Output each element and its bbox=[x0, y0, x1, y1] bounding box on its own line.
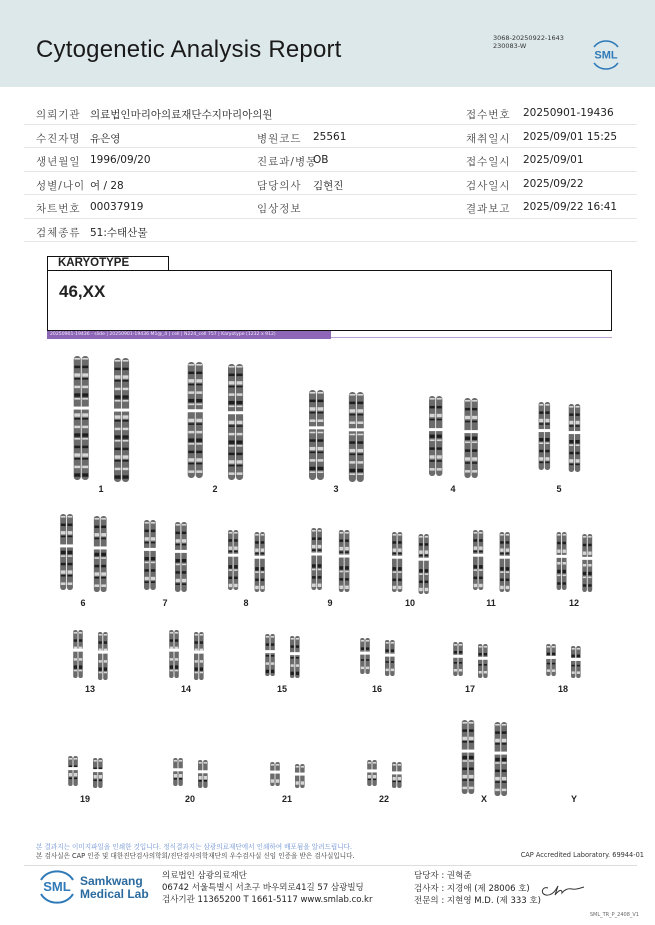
chromosome-label: X bbox=[480, 794, 488, 804]
chromosome-label: 18 bbox=[557, 684, 569, 694]
info-value: 2025/09/22 bbox=[523, 177, 584, 190]
chromosome-pair-4 bbox=[429, 396, 479, 478]
sml-logo-text: SML bbox=[594, 49, 618, 62]
chromosome-pair-8 bbox=[228, 530, 266, 592]
foundation-info bbox=[162, 870, 372, 906]
info-label: 검체종류 bbox=[36, 226, 81, 239]
brand-line2: Medical Lab bbox=[80, 887, 149, 901]
info-row bbox=[24, 172, 637, 196]
chromosome-pair-21 bbox=[270, 762, 305, 788]
chromosome-pair-18 bbox=[546, 644, 581, 678]
chromosome-pair-11 bbox=[473, 530, 511, 592]
info-row bbox=[24, 195, 637, 219]
chromosome-label: 21 bbox=[281, 794, 293, 804]
karyogram-image bbox=[0, 342, 655, 822]
chromosome-pair-19 bbox=[68, 756, 103, 788]
info-label: 성별/나이 bbox=[36, 179, 86, 192]
info-value: 여 / 28 bbox=[90, 179, 124, 192]
info-value: 유은영 bbox=[90, 132, 121, 145]
chromosome-label: 13 bbox=[84, 684, 96, 694]
chromosome-label: 1 bbox=[98, 484, 104, 494]
brand-line1: Samkwang bbox=[80, 874, 143, 888]
foundation-contact: 검사기관 11365200 T 1661-5117 www.smlab.co.kr bbox=[162, 895, 373, 905]
chromosome-label: 6 bbox=[80, 598, 86, 608]
chromosome-pair-10 bbox=[392, 532, 430, 594]
staff-specialist: 전문의 : 지현영 M.D. (제 333 호) bbox=[414, 896, 541, 906]
footer-note-print: 본 결과지는 이미지파일을 인쇄한 것입니다. 정식결과지는 삼광의료재단에서 인쇄하여 배포됨을 알려드립니다. bbox=[36, 843, 353, 851]
karyotype-result-box bbox=[47, 270, 612, 331]
info-row bbox=[24, 125, 637, 149]
chromosome-pair-12 bbox=[556, 532, 593, 592]
chromosome-label: 14 bbox=[180, 684, 192, 694]
foundation-address: 06742 서울특별시 서초구 바우뫼로41길 57 삼광빌딩 bbox=[162, 883, 364, 893]
staff-tester: 검사자 : 지경애 (제 28006 호) bbox=[414, 883, 530, 894]
chromosome-label: 2 bbox=[212, 484, 218, 494]
document-id bbox=[493, 34, 564, 50]
chromosome-label: 3 bbox=[333, 484, 339, 494]
chromosome-label: 17 bbox=[464, 684, 476, 694]
info-value: 51:수태산물 bbox=[90, 226, 148, 239]
info-label: 결과보고 bbox=[466, 203, 511, 215]
info-label: 수진자명 bbox=[36, 132, 81, 145]
chromosome-label: Y bbox=[570, 794, 578, 804]
chromosome-label: 20 bbox=[184, 794, 196, 804]
staff-manager: 담당자 : 권혁준 bbox=[414, 871, 472, 881]
info-label: 검사일시 bbox=[466, 179, 511, 192]
info-value: 00037919 bbox=[90, 201, 144, 213]
chromosome-label: 15 bbox=[276, 684, 288, 694]
signature-image bbox=[538, 880, 586, 898]
info-label: 진료과/병동 bbox=[257, 156, 318, 168]
chromosome-pair-9 bbox=[311, 528, 350, 592]
chromosome-label: 22 bbox=[378, 794, 390, 804]
chromosome-label: 7 bbox=[162, 598, 168, 608]
sml-logo bbox=[588, 37, 624, 73]
sml-footer-logo bbox=[36, 868, 78, 906]
chromosome-pair-7 bbox=[144, 520, 188, 592]
karyotype-result: 46,XX bbox=[59, 282, 106, 301]
cap-accreditation: CAP Accredited Laboratory. 69944-01 bbox=[520, 851, 644, 859]
info-label: 임상정보 bbox=[257, 203, 302, 215]
info-label: 채취일시 bbox=[466, 132, 511, 145]
footer-note-accreditation: 본 검사실은 CAP 인증 및 대한진단검사의학회/진단검사의학재단의 우수검사실 신임 인증을 받은 검사실입니다. bbox=[36, 851, 355, 860]
chromosome-pair-1 bbox=[73, 356, 129, 482]
document-id-line1: 3068-20250922-1643 bbox=[493, 34, 564, 42]
chromosome-pair-5 bbox=[538, 402, 581, 472]
chromosome-pair-x bbox=[461, 720, 507, 796]
footer-notes bbox=[36, 843, 355, 860]
chromosome-label: 8 bbox=[243, 598, 249, 608]
info-value: 2025/09/01 15:25 bbox=[523, 130, 618, 143]
info-label: 생년월일 bbox=[36, 156, 81, 168]
info-value: 20250901-19436 bbox=[523, 107, 614, 119]
info-label: 병원코드 bbox=[257, 132, 302, 145]
brand-name bbox=[80, 875, 149, 901]
info-value: 1996/09/20 bbox=[90, 154, 151, 166]
info-label: 담당의사 bbox=[257, 179, 302, 192]
info-row bbox=[24, 219, 637, 243]
info-label: 접수일시 bbox=[466, 156, 511, 168]
info-row bbox=[24, 101, 637, 125]
form-code: SML_TR_P_2408_V1 bbox=[589, 912, 639, 918]
sml-footer-logo-text: SML bbox=[43, 879, 71, 894]
patient-info-table bbox=[24, 101, 637, 242]
info-label: 접수번호 bbox=[466, 109, 511, 121]
info-label: 의뢰기관 bbox=[36, 109, 81, 121]
karyotype-tab-label: KARYOTYPE bbox=[47, 256, 169, 271]
chromosome-pair-3 bbox=[309, 390, 365, 482]
chromosome-label: 10 bbox=[404, 598, 416, 608]
chromosome-pair-6 bbox=[60, 514, 107, 592]
chromosome-pair-22 bbox=[367, 760, 402, 788]
report-header bbox=[0, 0, 655, 87]
document-id-line2: 230083-W bbox=[493, 42, 527, 50]
info-value: 25561 bbox=[313, 130, 347, 143]
chromosome-pair-15 bbox=[265, 634, 300, 678]
chromosome-pair-17 bbox=[453, 642, 488, 678]
foundation-name: 의료법인 삼광의료재단 bbox=[162, 871, 247, 881]
chromosome-label: 4 bbox=[450, 484, 456, 494]
karyogram-image-caption: 20250901-19436 - slide | 20250901-19436 M1@_4 | cell | N224_cell 757 | Karyotype (1232 x 912) bbox=[47, 331, 331, 339]
info-value: 김현진 bbox=[313, 179, 344, 192]
info-value: 의료법인마리아의료재단수지마리아의원 bbox=[90, 109, 273, 121]
info-value: 2025/09/22 16:41 bbox=[523, 201, 618, 213]
footer-divider bbox=[24, 865, 637, 866]
chromosome-label: 19 bbox=[79, 794, 91, 804]
chromosome-pair-16 bbox=[360, 638, 395, 676]
chromosome-pair-13 bbox=[73, 630, 108, 680]
info-value: 2025/09/01 bbox=[523, 154, 584, 166]
info-value: OB bbox=[313, 154, 329, 166]
staff-list bbox=[414, 870, 541, 908]
chromosome-label: 16 bbox=[371, 684, 383, 694]
chromosome-label: 12 bbox=[568, 598, 580, 608]
info-row bbox=[24, 148, 637, 172]
chromosome-label: 11 bbox=[486, 598, 496, 608]
chromosome-label: 5 bbox=[556, 484, 562, 494]
caption-divider bbox=[331, 337, 612, 338]
chromosome-pair-14 bbox=[169, 630, 204, 680]
chromosome-pair-2 bbox=[187, 362, 243, 480]
chromosome-pair-20 bbox=[173, 758, 208, 788]
report-title: Cytogenetic Analysis Report bbox=[36, 36, 342, 63]
chromosome-label: 9 bbox=[327, 598, 333, 608]
info-label: 차트번호 bbox=[36, 203, 81, 215]
